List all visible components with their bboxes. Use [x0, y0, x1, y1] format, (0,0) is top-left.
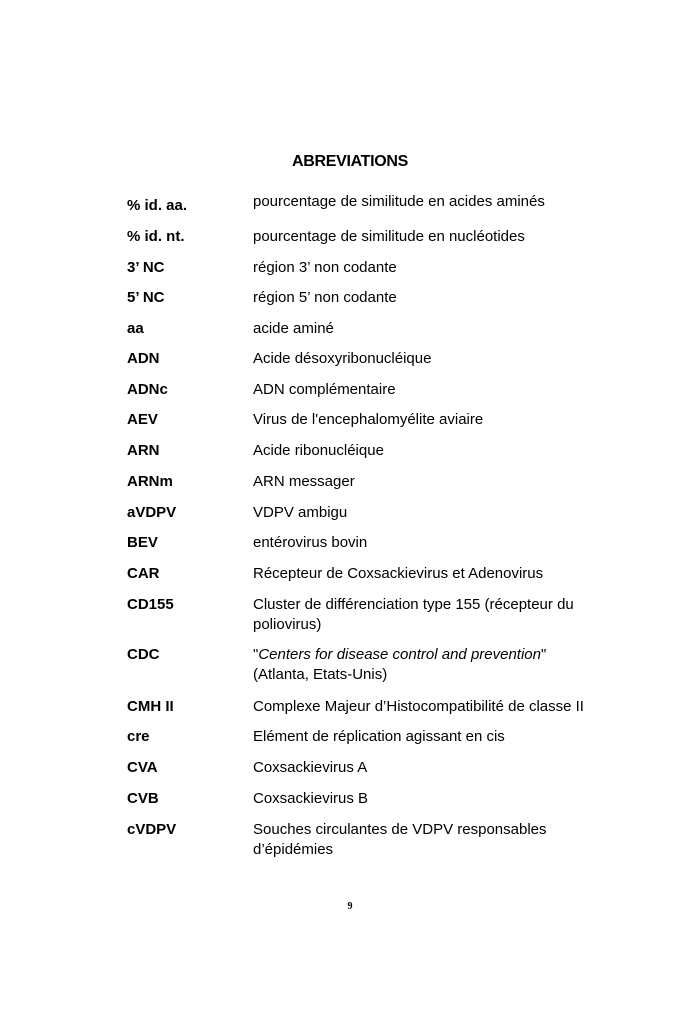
abbreviation-definition: [253, 228, 673, 248]
abbreviation-term: CMH II: [127, 698, 174, 715]
definition-line: région 5’ non codante: [253, 289, 397, 306]
definition-line: Cluster de différenciation type 155 (récepteur du: [253, 596, 574, 613]
definition-line: [253, 646, 673, 666]
abbreviation-row: [0, 728, 700, 745]
abbreviation-definition: [253, 442, 673, 462]
abbreviation-definition: [253, 565, 673, 585]
definition-line: Virus de l'encephalomyélite aviaire: [253, 411, 484, 428]
definition-line: d’épidémies: [253, 841, 334, 858]
abbreviation-term: CVB: [127, 790, 159, 807]
abbreviation-term: aVDPV: [127, 504, 177, 521]
quote-open: ": [253, 646, 259, 663]
abbreviation-definition: [253, 193, 673, 217]
abbreviation-row: [0, 821, 700, 858]
abbreviation-term: cVDPV: [127, 821, 177, 838]
abbreviation-term: ARNm: [127, 473, 173, 490]
abbreviation-row: [0, 473, 700, 490]
definition-line: pourcentage de similitude en nucléotides: [253, 228, 525, 245]
abbreviation-row: [0, 320, 700, 337]
abbreviation-term: ADN: [127, 350, 160, 367]
definition-line: Elément de réplication agissant en cis: [253, 728, 505, 745]
definition-line: Acide désoxyribonucléique: [253, 350, 432, 367]
abbreviation-term: AEV: [127, 411, 158, 428]
abbreviation-row: [0, 646, 700, 683]
definition-line: (Atlanta, Etats-Unis): [253, 666, 388, 683]
abbreviation-row: [0, 596, 700, 633]
abbreviation-definition: [253, 504, 673, 524]
abbreviation-definition: [253, 289, 673, 309]
abbreviation-term: % id. nt.: [127, 228, 185, 245]
abbreviation-row: [0, 381, 700, 398]
abbreviation-definition: [253, 320, 673, 340]
abbreviation-row: [0, 565, 700, 582]
page-title: ABREVIATIONS: [291, 153, 409, 170]
abbreviation-definition: [253, 259, 673, 279]
abbreviation-definition: [253, 728, 673, 748]
definition-line: Coxsackievirus A: [253, 759, 368, 776]
abbreviation-row: [0, 259, 700, 276]
definition-line: ADN complémentaire: [253, 381, 396, 398]
abbreviation-term: aa: [127, 320, 144, 337]
quote-close: ": [541, 646, 547, 663]
abbreviation-definition: [253, 473, 673, 493]
abbreviation-term: cre: [127, 728, 150, 745]
abbreviation-definition: [253, 821, 673, 861]
abbreviation-row: [0, 759, 700, 776]
abbreviation-row: [0, 698, 700, 715]
abbreviation-row: [0, 790, 700, 807]
abbreviation-term: 3’ NC: [127, 259, 165, 276]
page-number: 9: [347, 901, 353, 912]
abbreviation-row: [0, 350, 700, 367]
definition-italic-text: Centers for disease control and prevention: [258, 646, 541, 663]
abbreviation-term: CDC: [127, 646, 160, 663]
abbreviation-definition: [253, 534, 673, 554]
definition-line: VDPV ambigu: [253, 504, 348, 521]
abbreviation-definition: [253, 790, 673, 810]
definition-line: poliovirus): [253, 616, 322, 633]
definition-line: acide aminé: [253, 320, 334, 337]
definition-line: entérovirus bovin: [253, 534, 368, 551]
abbreviation-definition: [253, 596, 673, 636]
abbreviation-definition: [253, 698, 673, 718]
definition-line: région 3’ non codante: [253, 259, 397, 276]
abbreviation-row: [0, 228, 700, 245]
abbreviation-row: [0, 442, 700, 459]
abbreviation-definition: [253, 646, 673, 686]
abbreviation-term: CVA: [127, 759, 158, 776]
definition-line: Coxsackievirus B: [253, 790, 369, 807]
abbreviation-term: ADNc: [127, 381, 168, 398]
abbreviation-row: [0, 411, 700, 428]
abbreviation-row: [0, 504, 700, 521]
abbreviation-term: 5’ NC: [127, 289, 165, 306]
abbreviation-definition: [253, 411, 673, 431]
definition-line: ARN messager: [253, 473, 355, 490]
definition-line: Récepteur de Coxsackievirus et Adenovirus: [253, 565, 544, 582]
abbreviation-term: ARN: [127, 442, 160, 459]
definition-line: Complexe Majeur d’Histocompatibilité de classe II: [253, 698, 584, 715]
abbreviation-term: % id. aa.: [127, 197, 188, 214]
abbreviation-definition: [253, 381, 673, 401]
abbreviation-row: [0, 534, 700, 551]
abbreviation-term: CAR: [127, 565, 160, 582]
definition-line: pourcentage de similitude en acides aminés: [253, 193, 545, 210]
abbreviation-row: [0, 193, 700, 214]
abbreviation-definition: [253, 350, 673, 370]
definition-line: Souches circulantes de VDPV responsables: [253, 821, 547, 838]
definition-line: Acide ribonucléique: [253, 442, 384, 459]
abbreviation-definition: [253, 759, 673, 779]
abbreviation-row: [0, 289, 700, 306]
abbreviation-term: CD155: [127, 596, 174, 613]
abbreviation-term: BEV: [127, 534, 158, 551]
